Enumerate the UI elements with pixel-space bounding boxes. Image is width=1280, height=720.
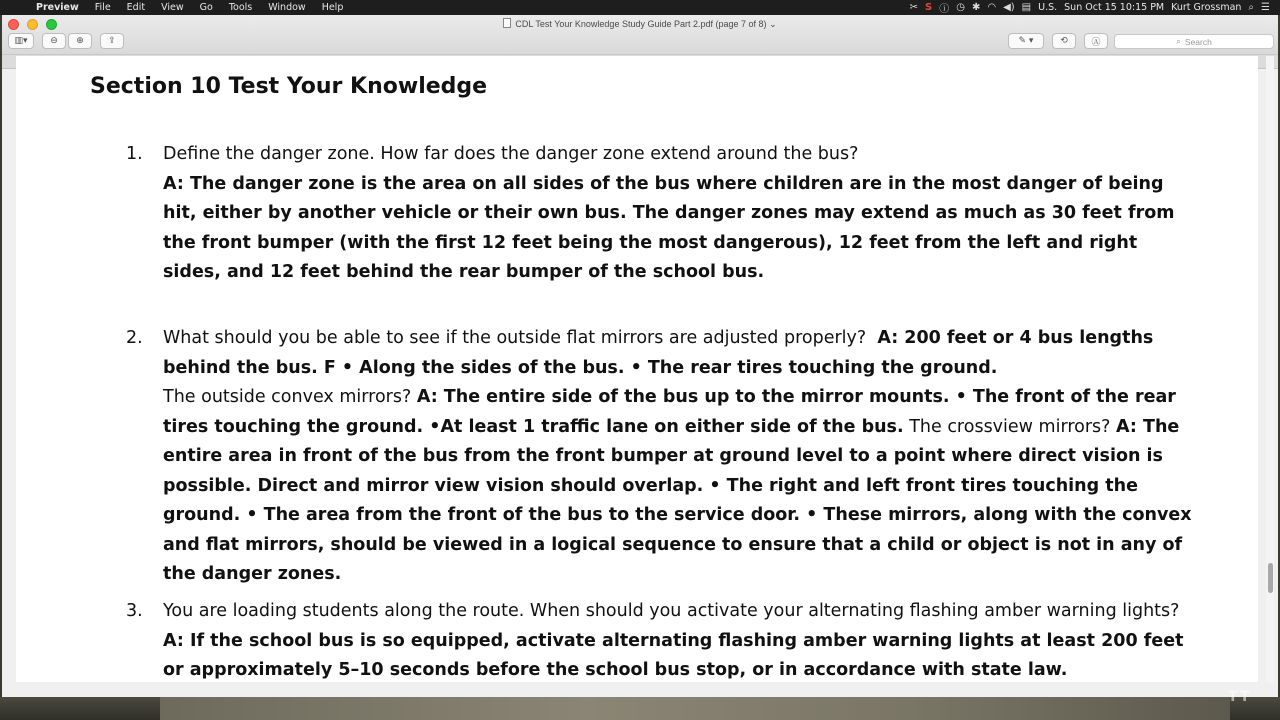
answer-text: A: The danger zone is the area on all sides of the bus where children are in the most danger of being hit, either by another vehicle or their own bus. The danger zones may extend as much as 30 feet from the front bumper (with the first 12 feet being the most dangerous), 12 feet from the left and right sides, and 12 feet behind the rear bumper of the school bus. xyxy=(163,173,1175,282)
menu-view[interactable]: View xyxy=(161,2,184,13)
question-text: What should you be able to see if the outside flat mirrors are adjusted properly? xyxy=(163,328,867,348)
menu-go[interactable]: Go xyxy=(199,2,213,13)
question-3 xyxy=(126,597,1195,682)
chevron-down-icon[interactable]: ⌄ xyxy=(769,19,777,29)
search-input[interactable] xyxy=(1114,34,1274,49)
s-app-icon[interactable]: S xyxy=(925,2,933,13)
question-text: Define the danger zone. How far does the danger zone extend around the bus? xyxy=(163,144,859,164)
user-name[interactable]: Kurt Grossman xyxy=(1171,2,1242,13)
notification-center-icon[interactable]: ☰ xyxy=(1261,2,1270,13)
accessibility-icon[interactable]: ⓘ xyxy=(939,4,950,15)
question-number: 3. xyxy=(126,601,143,621)
input-source-label[interactable]: U.S. xyxy=(1038,2,1058,13)
search-placeholder: Search xyxy=(1184,36,1212,47)
question-text: The crossview mirrors? xyxy=(909,416,1111,437)
window-title-text: CDL Test Your Knowledge Study Guide Part 2.pdf (page 7 of 8) xyxy=(515,19,767,29)
menu-bar xyxy=(0,0,1280,15)
answer-text: A: If the school bus is so equipped, activate alternating flashing amber warning lights at least 200 feet or approximately 5–10 seconds before the school bus stop, or in accordance with state law. xyxy=(163,630,1184,680)
spotlight-icon[interactable]: ⌕ xyxy=(1248,2,1255,13)
desktop-background xyxy=(0,697,1280,720)
desktop-photo xyxy=(160,697,1230,720)
wifi-icon[interactable]: ◠ xyxy=(987,2,997,13)
menu-tools[interactable]: Tools xyxy=(228,2,253,13)
question-text: The outside convex mirrors? xyxy=(163,387,412,407)
menu-file[interactable]: File xyxy=(94,2,111,13)
markup-button[interactable]: ✎ ▾ xyxy=(1008,33,1044,49)
scrollbar-thumb[interactable] xyxy=(1268,563,1273,593)
share-button[interactable]: ⇪ xyxy=(100,33,124,49)
question-text: You are loading students along the route. When should you activate your alternating flashing amber warning lights? xyxy=(163,601,1180,621)
clock[interactable]: Sun Oct 15 10:15 PM xyxy=(1064,2,1165,13)
zoom-in-button[interactable]: ⊕ xyxy=(68,33,92,49)
flag-icon[interactable]: ▤ xyxy=(1021,2,1032,13)
answer-text: A: The entire side of the bus up to the mirror mounts. • The front of the rear tires touching the ground. •At least 1 traffic lane on either side of the bus. xyxy=(163,387,1176,437)
page-heading: Section 10 Test Your Knowledge xyxy=(90,74,488,99)
volume-icon[interactable]: ◀) xyxy=(1003,2,1015,13)
rotate-button[interactable]: ⟲ xyxy=(1052,33,1076,49)
bluetooth-icon[interactable]: ✱ xyxy=(971,2,981,13)
pdf-document-icon xyxy=(503,18,511,28)
title-bar xyxy=(2,15,1278,55)
question-2 xyxy=(126,324,1195,590)
answer-text: A: The entire area in front of the bus from the front bumper at ground level to a point where direct vision is possible. Direct and mirror view vision should overlap. • The right and left front tires touching the ground. • The area from the front of the bus to the service door. • These mirrors, along with the convex and flat mirrors, should be viewed in a logical sequence to ensure that a child or object is not in any of the danger zones. xyxy=(163,416,1192,584)
question-number: 1. xyxy=(126,144,143,164)
answer-text: A: 200 feet or 4 bus lengths behind the bus. F • Along the sides of the bus. • The rear tires touching the ground. xyxy=(163,328,1154,378)
question-1 xyxy=(126,140,1195,288)
search-icon: ⌕ xyxy=(1176,36,1181,46)
pdf-page xyxy=(16,56,1258,682)
menu-window[interactable]: Window xyxy=(268,2,306,13)
app-menu[interactable]: Preview xyxy=(36,2,79,13)
menu-edit[interactable]: Edit xyxy=(126,2,146,13)
menu-help[interactable]: Help xyxy=(321,2,344,13)
zoom-out-button[interactable]: ⊖ xyxy=(42,33,66,49)
annotate-button[interactable]: Ⓐ xyxy=(1084,33,1108,49)
question-number: 2. xyxy=(126,328,143,348)
window-title[interactable] xyxy=(2,18,1278,30)
time-machine-icon[interactable]: ◷ xyxy=(956,2,965,13)
watermark-logo: TT xyxy=(1228,689,1252,705)
status-area xyxy=(910,0,1280,15)
screen-recorder-icon[interactable]: ✂ xyxy=(909,2,919,13)
sidebar-toggle-button[interactable]: ▥▾ xyxy=(8,33,34,49)
